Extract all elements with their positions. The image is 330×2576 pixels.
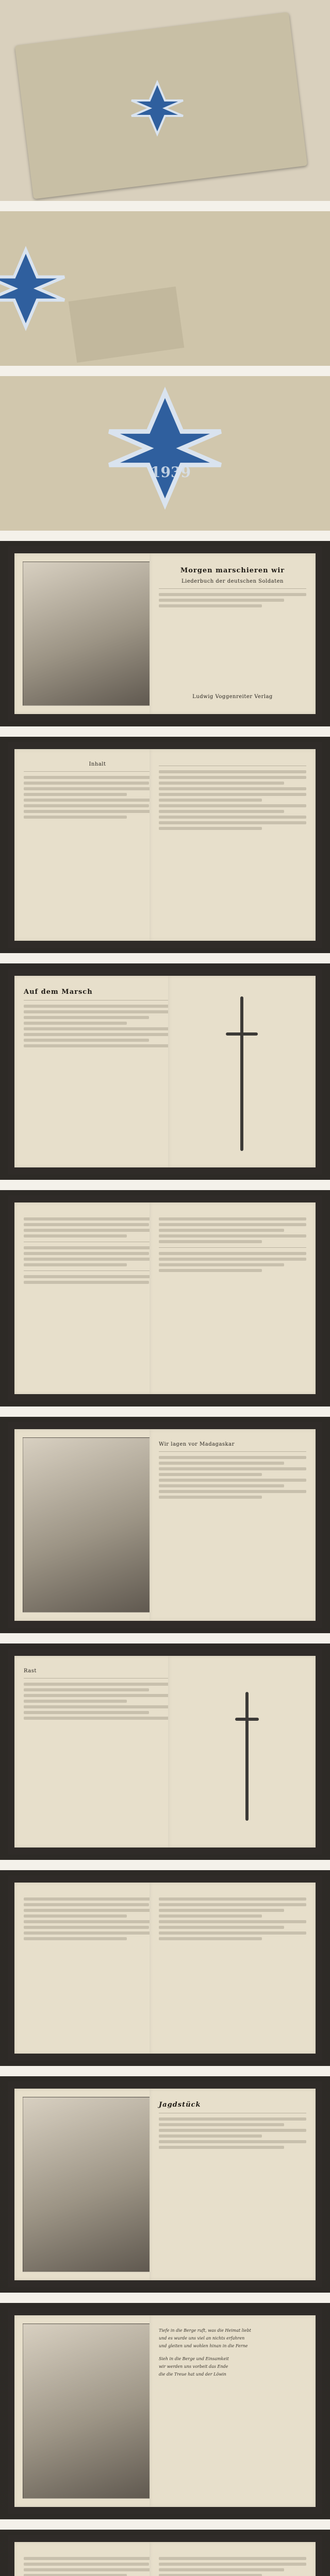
- poem-line: und es wurde uns viel an nichts erfahren: [159, 2336, 245, 2341]
- text-line: [24, 1711, 149, 1714]
- text-line: [24, 1694, 171, 1697]
- spread-frame: [8, 1649, 322, 1855]
- spread-frame: [8, 546, 322, 721]
- spread-poem: [0, 2303, 330, 2519]
- text-line: [24, 2574, 127, 2576]
- spread-text-2: [0, 1870, 330, 2066]
- text-line: [24, 1044, 171, 1047]
- text-line: [159, 1223, 306, 1226]
- text-page-right-2: [150, 1883, 316, 2054]
- text-line: [24, 1252, 149, 1255]
- section-heading: Auf dem Marsch: [24, 988, 93, 996]
- text-line: [159, 2574, 262, 2576]
- iron-cross-corner-icon: [0, 242, 72, 335]
- text-line: [159, 1229, 284, 1232]
- text-line: [159, 1479, 306, 1482]
- ship-illustration-page: [14, 1429, 162, 1621]
- text-line: [159, 793, 306, 796]
- text-line: [159, 2563, 306, 2566]
- spread-frame: [8, 742, 322, 948]
- text-line: [24, 1903, 149, 1906]
- text-line: [24, 1234, 127, 1238]
- text-line: [159, 1258, 306, 1261]
- soldier-sculpture-illustration: [23, 562, 154, 706]
- text-page-right: [150, 1202, 316, 1394]
- text-line: [159, 1914, 262, 1918]
- text-line: [24, 1022, 127, 1025]
- text-line: [159, 1926, 284, 1929]
- iron-cross-icon: [126, 77, 188, 139]
- dagger-icon: [245, 1692, 249, 1821]
- text-line: [159, 2123, 284, 2126]
- cover-detail-photo: [0, 211, 330, 366]
- poem-line: wir werden uns vorbeit das Ende: [159, 2364, 228, 2369]
- text-line: [159, 2117, 306, 2121]
- text-line: [24, 1937, 127, 1940]
- text-line: [159, 1217, 306, 1221]
- sword-icon: [240, 996, 243, 1151]
- text-line: [159, 2140, 306, 2143]
- spread-frame: [8, 2081, 322, 2287]
- text-line: [24, 1700, 127, 1703]
- text-line: [24, 782, 149, 785]
- text-line: [24, 1926, 149, 1929]
- text-line: [159, 2557, 306, 2560]
- text-line: [159, 2134, 262, 2138]
- poem-line: Sieh in die Berge und Einsamkeit: [159, 2357, 229, 2361]
- text-line: [24, 1688, 149, 1691]
- spread-march: [0, 963, 330, 1180]
- dagger-hilt-icon: [235, 1718, 259, 1721]
- separator: [159, 1247, 306, 1248]
- text-line: [159, 1484, 284, 1487]
- text-line: [159, 782, 284, 785]
- text-line: [24, 1027, 171, 1030]
- text-line: [24, 1914, 127, 1918]
- jagdstueck-heading: Jagdstück: [159, 2101, 201, 2109]
- text-line: [159, 1496, 262, 1499]
- ship-illustration: [23, 1437, 154, 1613]
- text-line: [159, 1456, 306, 1459]
- text-line: [24, 1010, 171, 1013]
- text-line: [24, 1717, 171, 1720]
- text-line: [159, 1931, 306, 1935]
- text-line: [159, 1897, 306, 1901]
- text-line: [159, 776, 306, 779]
- text-line: [159, 1490, 306, 1493]
- song-rule: [159, 1451, 306, 1452]
- text-line: [159, 1920, 306, 1923]
- intro-text-page: [150, 749, 316, 941]
- jagdstueck-page: [150, 2089, 316, 2280]
- title-rule: [159, 588, 306, 589]
- spread-frame: [8, 1422, 322, 1628]
- spread-frame: [8, 2308, 322, 2514]
- text-line: [24, 1033, 171, 1036]
- spread-ship: [0, 1417, 330, 1633]
- text-line: [159, 827, 262, 830]
- text-line: [24, 1039, 149, 1042]
- text-line: [159, 1473, 262, 1476]
- knights-illustration-page: [14, 2089, 162, 2280]
- text-line: [159, 821, 306, 824]
- text-line: [159, 593, 306, 596]
- poem-line: und gleiten und wohlen hinan in die Ferne: [159, 2344, 248, 2348]
- text-line: [159, 1263, 284, 1266]
- text-line: [159, 1937, 262, 1940]
- text-line: [159, 1234, 306, 1238]
- text-line: [159, 1903, 306, 1906]
- spread-frame: [8, 969, 322, 1175]
- subtitle-text: Liederbuch der deutschen Soldaten: [182, 579, 284, 584]
- poem-page: [150, 2315, 316, 2507]
- text-line: [159, 1909, 284, 1912]
- spread-frame: [8, 2535, 322, 2576]
- section-rule: [24, 1000, 171, 1001]
- text-line: [159, 604, 262, 607]
- title-text: Morgen marschieren wir: [180, 567, 285, 574]
- sword-hilt-icon: [226, 1032, 258, 1036]
- text-line: [24, 1223, 149, 1226]
- spread-text-1: [0, 1190, 330, 1406]
- rast-heading: Rast: [24, 1668, 37, 1674]
- text-line: [159, 816, 306, 819]
- text-line: [24, 1281, 149, 1284]
- text-line: [24, 1005, 171, 1008]
- song-heading: Wir lagen vor Madagaskar: [159, 1442, 235, 1447]
- text-line: [159, 2129, 306, 2132]
- text-line: [159, 1467, 306, 1470]
- poem-line: die die Treue hat und der Löwin: [159, 2372, 226, 2377]
- text-line: [24, 1705, 171, 1708]
- text-line: [159, 599, 284, 602]
- text-line: [159, 770, 306, 773]
- publisher-text: Ludwig Voggenreiter Verlag: [192, 694, 273, 700]
- song-page: [14, 976, 180, 1167]
- year-badge: 1939: [151, 464, 191, 481]
- dagger-page: [168, 1656, 316, 1848]
- rast-rule: [24, 1678, 171, 1679]
- spread-dagger: [0, 1643, 330, 1860]
- text-line: [24, 816, 127, 819]
- spread-frame: [8, 1195, 322, 1401]
- text-line: [159, 787, 306, 790]
- sword-page: [168, 976, 316, 1167]
- landscape-illustration: [23, 2324, 154, 2499]
- text-line: [159, 804, 306, 807]
- text-line: [24, 1683, 171, 1686]
- text-line: [24, 804, 149, 807]
- text-line: [24, 1263, 127, 1266]
- landscape-illustration-page: [14, 2315, 162, 2507]
- spread-title: [0, 541, 330, 726]
- text-line: [159, 1269, 262, 1272]
- text-line: [159, 2146, 284, 2149]
- spread-frame: [8, 1875, 322, 2061]
- text-line: [159, 2568, 284, 2571]
- spread-text-3: [0, 2530, 330, 2576]
- madagaskar-page: [150, 1429, 316, 1621]
- spread-contents: [0, 737, 330, 953]
- frontispiece-page: [14, 553, 162, 714]
- poem-line: Tiefe in die Berge ruft, was die Heimat liebt: [159, 2328, 251, 2333]
- text-line: [24, 793, 127, 796]
- contents-heading: Inhalt: [89, 761, 106, 767]
- rast-page: [14, 1656, 180, 1848]
- text-line: [159, 810, 284, 813]
- text-line: [159, 1252, 306, 1255]
- cover-emblem-photo: [0, 376, 330, 531]
- text-line: [159, 799, 262, 802]
- spread-jagdstueck: [0, 2076, 330, 2293]
- iron-cross-large-icon: [98, 381, 232, 515]
- text-line: [159, 1462, 284, 1465]
- text-line: [24, 1016, 149, 1019]
- text-page-right-3: [150, 2542, 316, 2576]
- cover-photo: [0, 0, 330, 201]
- text-line: [159, 1240, 262, 1243]
- text-line: [24, 2563, 149, 2566]
- title-page: [150, 553, 316, 714]
- knights-illustration: [23, 2097, 154, 2272]
